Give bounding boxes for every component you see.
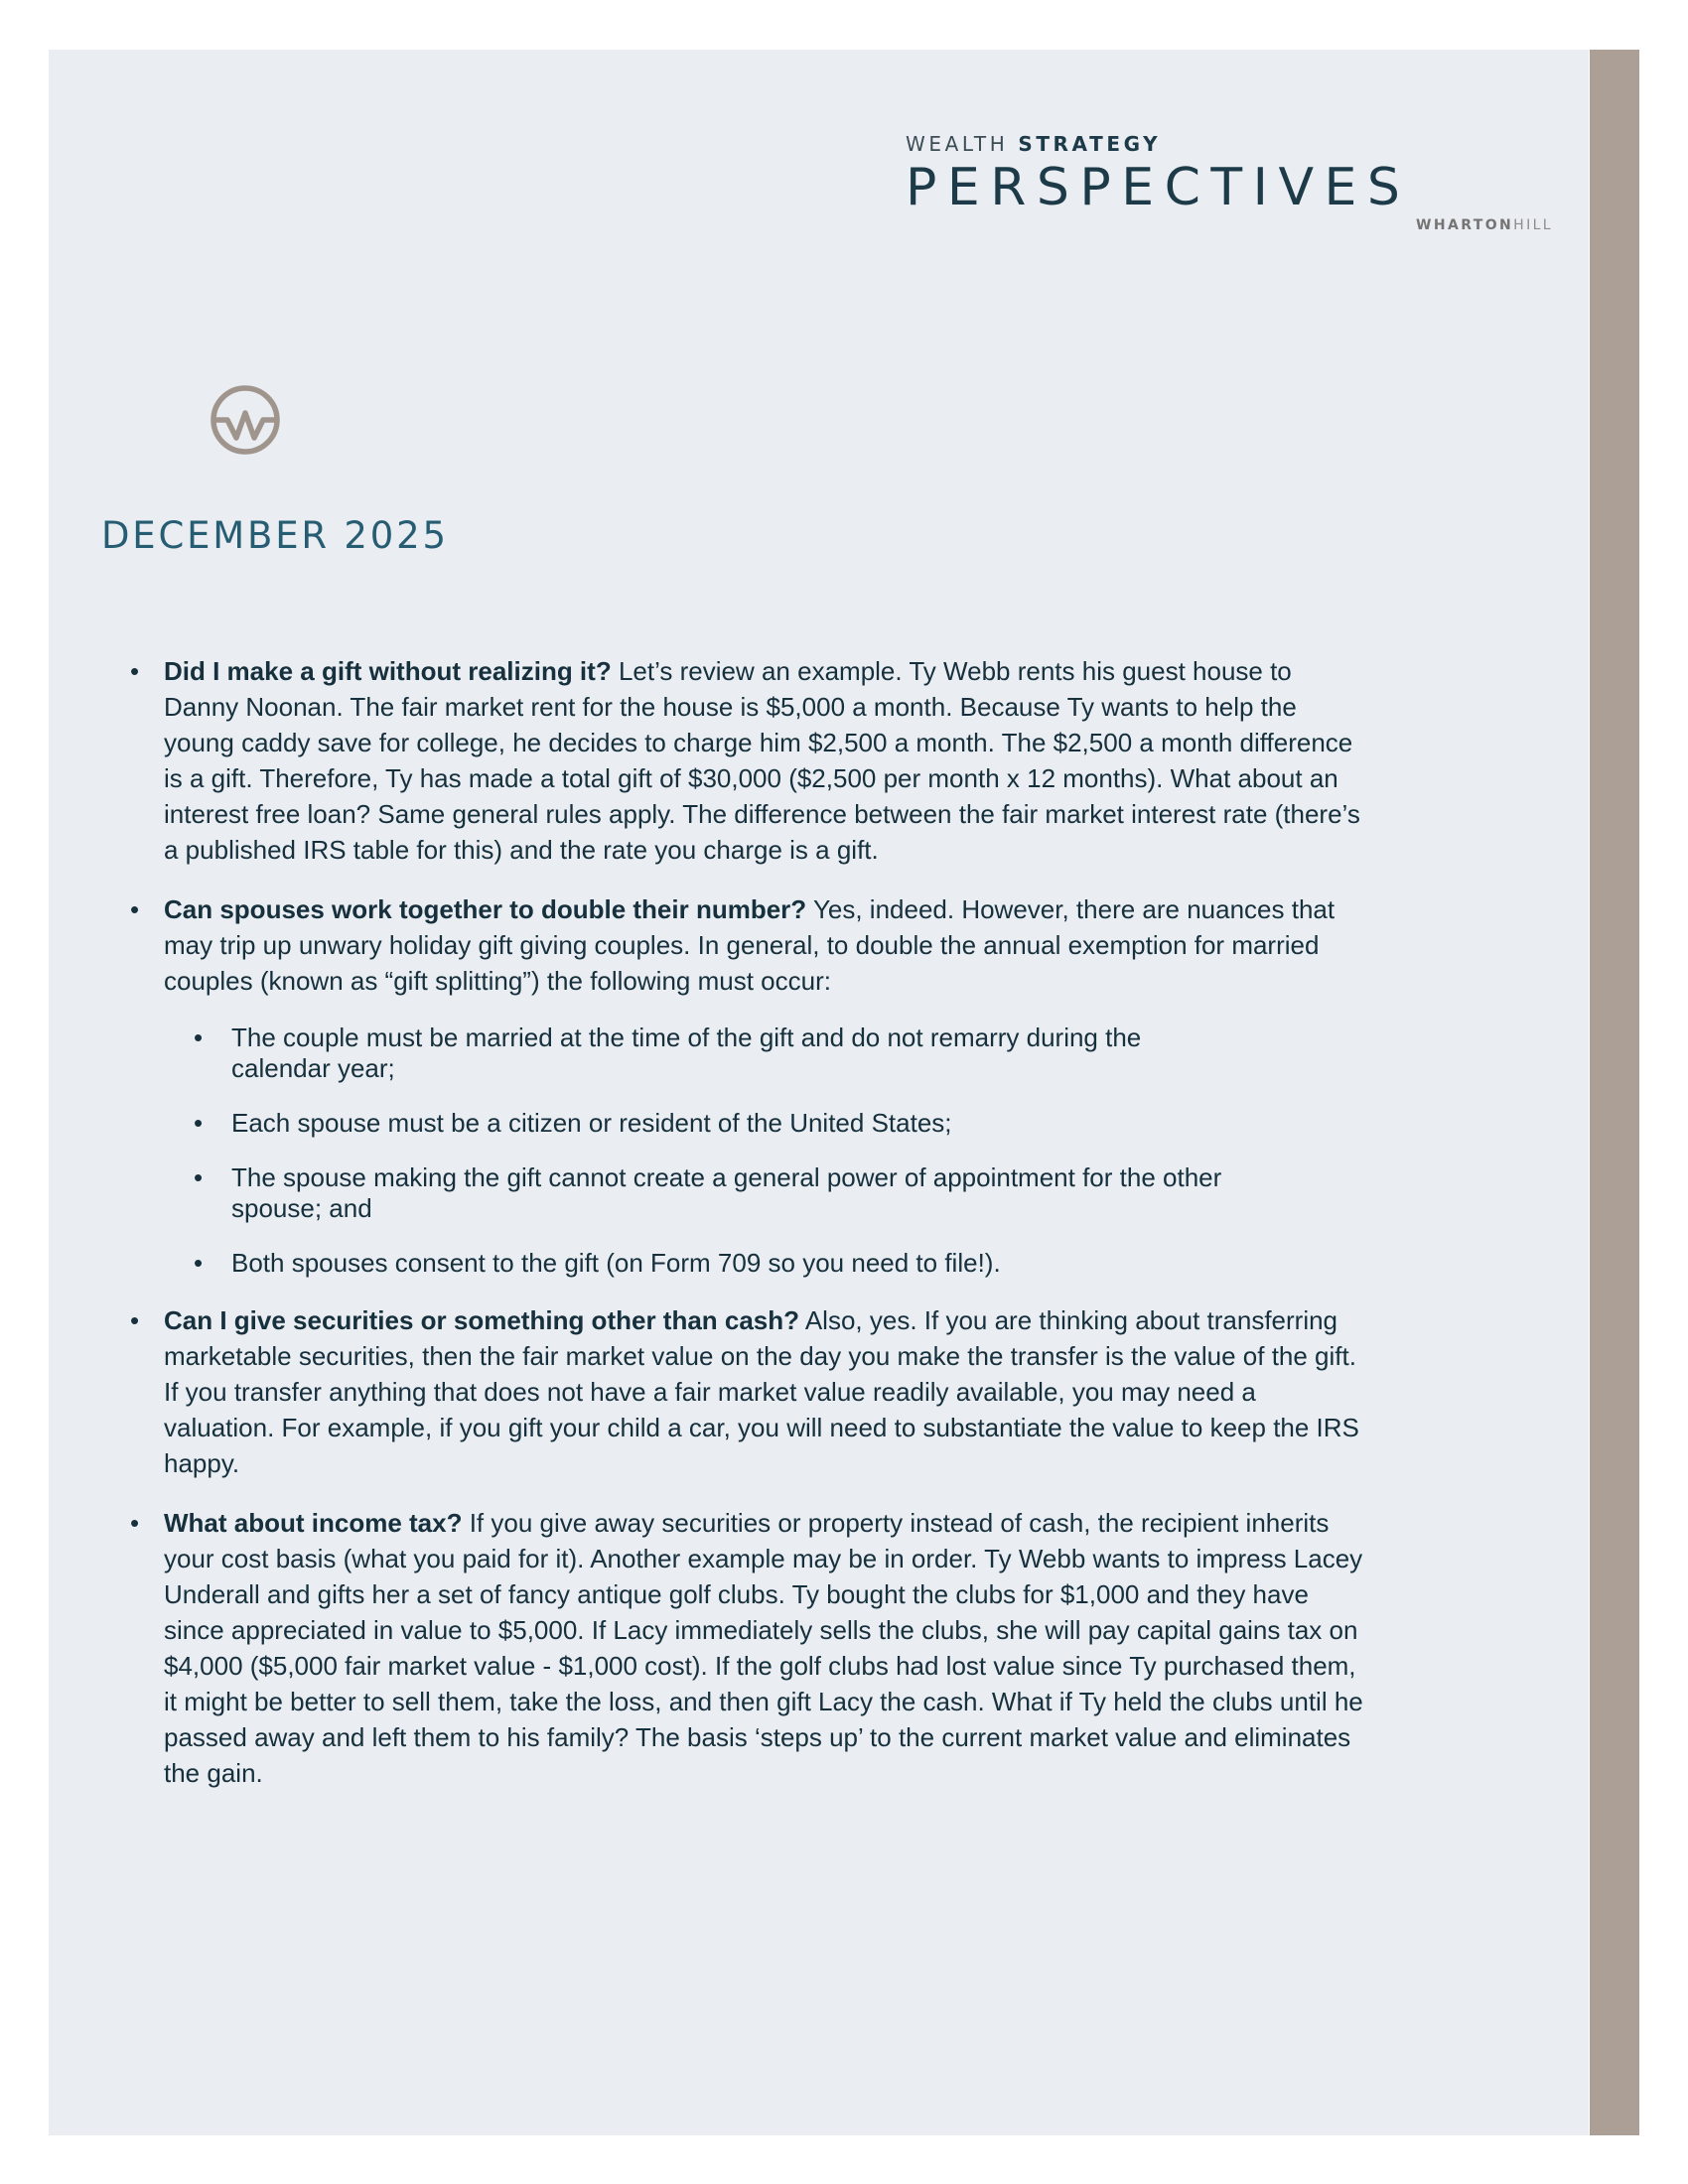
sub-bullet-dot: • [194,1108,204,1138]
condition-item [126,1248,1224,1279]
bullet-title: What about income tax? [164,1508,463,1538]
wharton-hill-logo-icon [209,383,282,457]
bullet-item-securities [126,1302,1367,1481]
bullet-body: If you give away securities or property instead of cash, the recipient inherits your cost basis (what you paid for it). Another example may be in order. Ty Webb wants to impress Lacey Underall and gifts her a set of fancy antique golf clubs. Ty bought the clubs for $1,000 and they have since appreciated in value to $5,000. If Lacy immediately sells the clubs, she will pay capital gains tax on $4,000 ($5,000 fair market value - $1,000 cost). If the golf clubs had lost value since Ty purchased them, it might be better to sell them, take the loss, and then gift Lacy the cash. What if Ty held the clubs until he passed away and left them to his family? The basis ‘steps up’ to the current market value and eliminates the gain. [164,1508,1363,1788]
bullet-dot: • [130,1508,140,1538]
masthead-brand [906,217,1569,233]
bullet-item-gift-without-realizing [126,653,1367,868]
condition-text: Both spouses consent to the gift (on Form 709 so you need to file!). [231,1248,1001,1278]
condition-text: The spouse making the gift cannot create a general power of appointment for the other spouse; and [231,1162,1222,1223]
condition-text: The couple must be married at the time of the gift and do not remarry during the calendar year; [231,1023,1142,1083]
brand-name-strong: WHARTON [1416,217,1514,233]
sub-bullet-dot: • [194,1162,204,1192]
sub-bullet-dot: • [194,1023,204,1052]
bullet-title: Can I give securities or something other than cash? [164,1305,800,1335]
gift-splitting-conditions-list [126,1023,1367,1279]
bullet-body: Also, yes. If you are thinking about transferring marketable securities, then the fair market value on the day you make the transfer is the value of the gift. If you transfer anything that does not have a fair market value readily available, you may need a valuation. For example, if you gift your child a car, you will need to substantiate the value to keep the IRS happy. [164,1305,1359,1478]
decorative-side-bar [1590,50,1639,2135]
masthead-title: PERSPECTIVES [906,158,1411,217]
masthead-subtitle-light: WEALTH [906,132,1009,156]
condition-item [126,1162,1224,1224]
sub-bullet-dot: • [194,1248,204,1278]
bullet-title: Did I make a gift without realizing it? [164,656,612,686]
masthead [906,132,1569,233]
bullet-body: Yes, indeed. However, there are nuances that may trip up unwary holiday gift giving couples. In general, to double the annual exemption for married couples (known as “gift splitting”) the following must occur: [164,894,1336,996]
bullet-dot: • [130,656,140,686]
masthead-subtitle-strong: STRATEGY [1018,132,1162,156]
brand-name-light: HILL [1513,217,1553,233]
masthead-subtitle [906,132,1569,156]
article-body [126,653,1367,1815]
condition-item [126,1108,1224,1139]
condition-text: Each spouse must be a citizen or resident of the United States; [231,1108,952,1138]
date-heading: DECEMBER 2025 [101,514,449,557]
bullet-dot: • [130,1305,140,1335]
condition-item [126,1023,1224,1084]
bullet-title: Can spouses work together to double their number? [164,894,807,924]
bullet-dot: • [130,894,140,924]
bullet-item-income-tax [126,1505,1367,1791]
bullet-item-spouses-double [126,891,1367,999]
bullet-body: Let’s review an example. Ty Webb rents his guest house to Danny Noonan. The fair market rent for the house is $5,000 a month. Because Ty wants to help the young caddy save for college, he decides to charge him $2,500 a month. The $2,500 a month difference is a gift. Therefore, Ty has made a total gift of $30,000 ($2,500 per month x 12 months). What about an interest free loan? Same general rules apply. The difference between the fair market interest rate (there’s a published IRS table for this) and the rate you charge is a gift. [164,656,1360,865]
